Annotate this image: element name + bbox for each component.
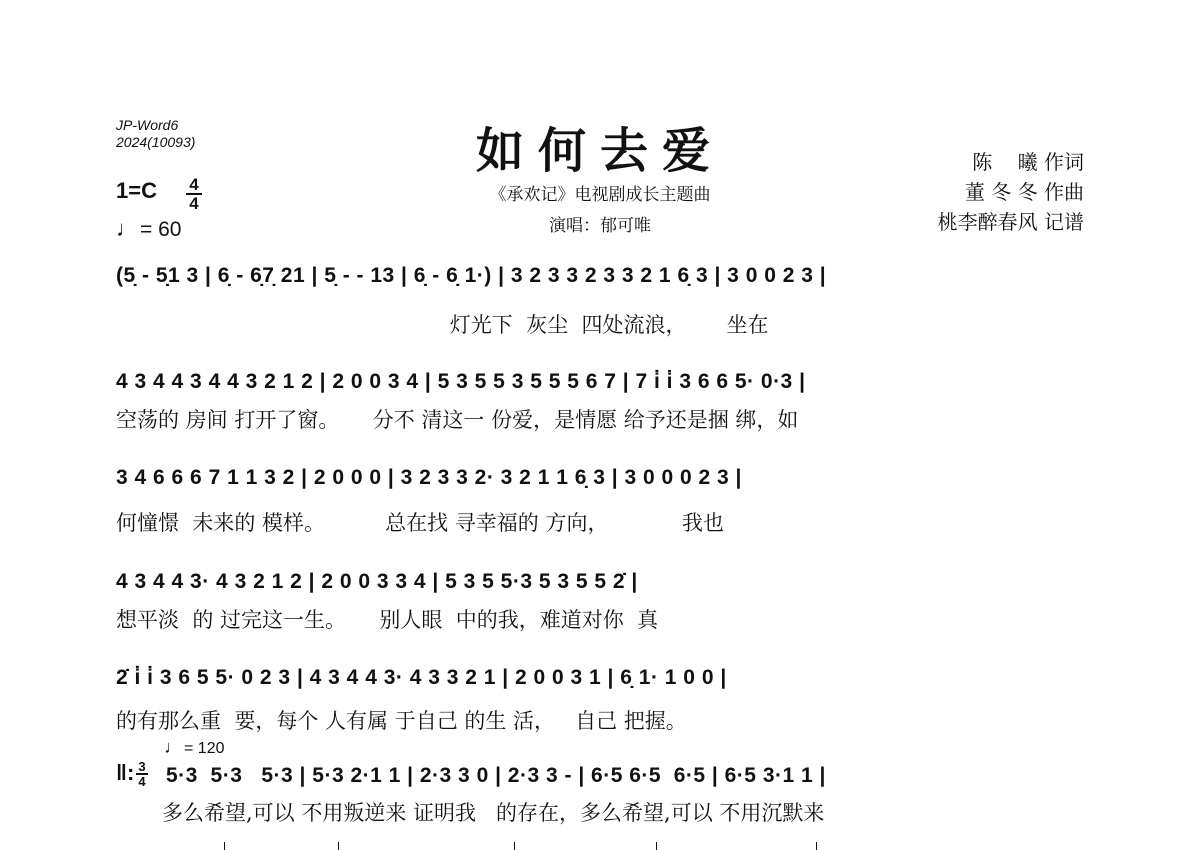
quarter-note-icon: ♩ (116, 216, 138, 241)
time-signature-bottom: 4 (189, 194, 199, 213)
lyric-line-4: 想平淡 的 过完这一生。 别人眼 中的我，难道对你 真 (116, 608, 659, 632)
time-signature-change-bottom: 4 (138, 774, 146, 789)
tempo-value: = 60 (140, 218, 182, 241)
time-signature-change (136, 760, 148, 788)
software-version: 2024(10093) (116, 134, 196, 150)
lyric-line-3: 何憧憬 未来的 模样。 总在找 寻幸福的 方向， 我也 (116, 511, 724, 535)
next-line-partial (116, 842, 1086, 850)
quarter-note-icon: ♩ (164, 737, 182, 757)
notation-line-6: 5·3 5·3 5·3 | 5·3 2·1 1 | 2·3 3 0 | 2·3 3 - | 6·5 6·5 6·5 | 6·5 3·1 1 | (166, 764, 826, 787)
lyric-line-6: 多么希望,可以 不用叛逆来 证明我 的存在，多么希望,可以 不用沉默来 (162, 801, 825, 825)
tempo-marking (116, 216, 181, 242)
repeat-start-sign: ‖: (116, 760, 135, 785)
time-signature-top: 4 (186, 176, 202, 195)
credits-block (938, 147, 1084, 237)
lyric-line-1: 灯光下 灰尘 四处流浪， 坐在 (116, 313, 769, 337)
key-signature: 1=C (116, 178, 157, 203)
tempo-change-value: = 120 (184, 740, 225, 757)
notation-line-2: 4 3 4 4 3 4 4 3 2 1 2 | 2 0 0 3 4 | 5 3 5 5 3 5 5 5 6 7 | 7 i̇ i̇ 3 6 6 5· 0·3 | (116, 370, 806, 393)
notation-line-5: 2̇ i̇ i̇ 3 6 5 5· 0 2 3 | 4 3 4 4 3· 4 3 3 2 1 | 2 0 0 3 1 | 6̣ 1· 1 0 0 | (116, 666, 727, 689)
software-name: JP-Word6 (116, 117, 179, 133)
lyric-line-2: 空荡的 房间 打开了窗。 分不 清这一 份爱，是情愿 给予还是捆 绑，如 (116, 408, 799, 432)
time-signature (186, 176, 202, 212)
singer-credit: 演唱：郁可唯 (549, 216, 651, 236)
tempo-change (164, 737, 224, 758)
notation-line-4: 4 3 4 4 3· 4 3 2 1 2 | 2 0 0 3 3 4 | 5 3 5 5·3 5 3 5 5 2̇ | (116, 570, 638, 593)
notation-line-3: 3 4 6 6 6 7 1 1 3 2 | 2 0 0 0 | 3 2 3 3 2· 3 2 1 1 6̣ 3 | 3 0 0 0 2 3 | (116, 466, 742, 489)
notation-line-1: (5̣ - 5̣1 3 | 6̣ - 6̣7̣ 21 | 5̣ - - 13 | 6̣ - 6̣ 1·) | 3 2 3 3 2 3 3 2 1 6̣ 3 | 3 0 0 2 3 | (116, 264, 827, 287)
song-subtitle: 《承欢记》电视剧成长主题曲 (489, 185, 711, 205)
song-title: 如何去爱 (475, 123, 724, 179)
time-signature-change-top: 3 (136, 760, 148, 775)
transcriber-credit: 桃李醉春风 记谱 (937, 210, 1084, 234)
lyric-line-5: 的有那么重 要，每个 人有属 于自己 的生 活， 自己 把握。 (116, 709, 687, 733)
lyricist-credit: 陈 曦 作词 (972, 150, 1084, 174)
composer-credit: 董 冬 冬 作曲 (964, 180, 1084, 204)
